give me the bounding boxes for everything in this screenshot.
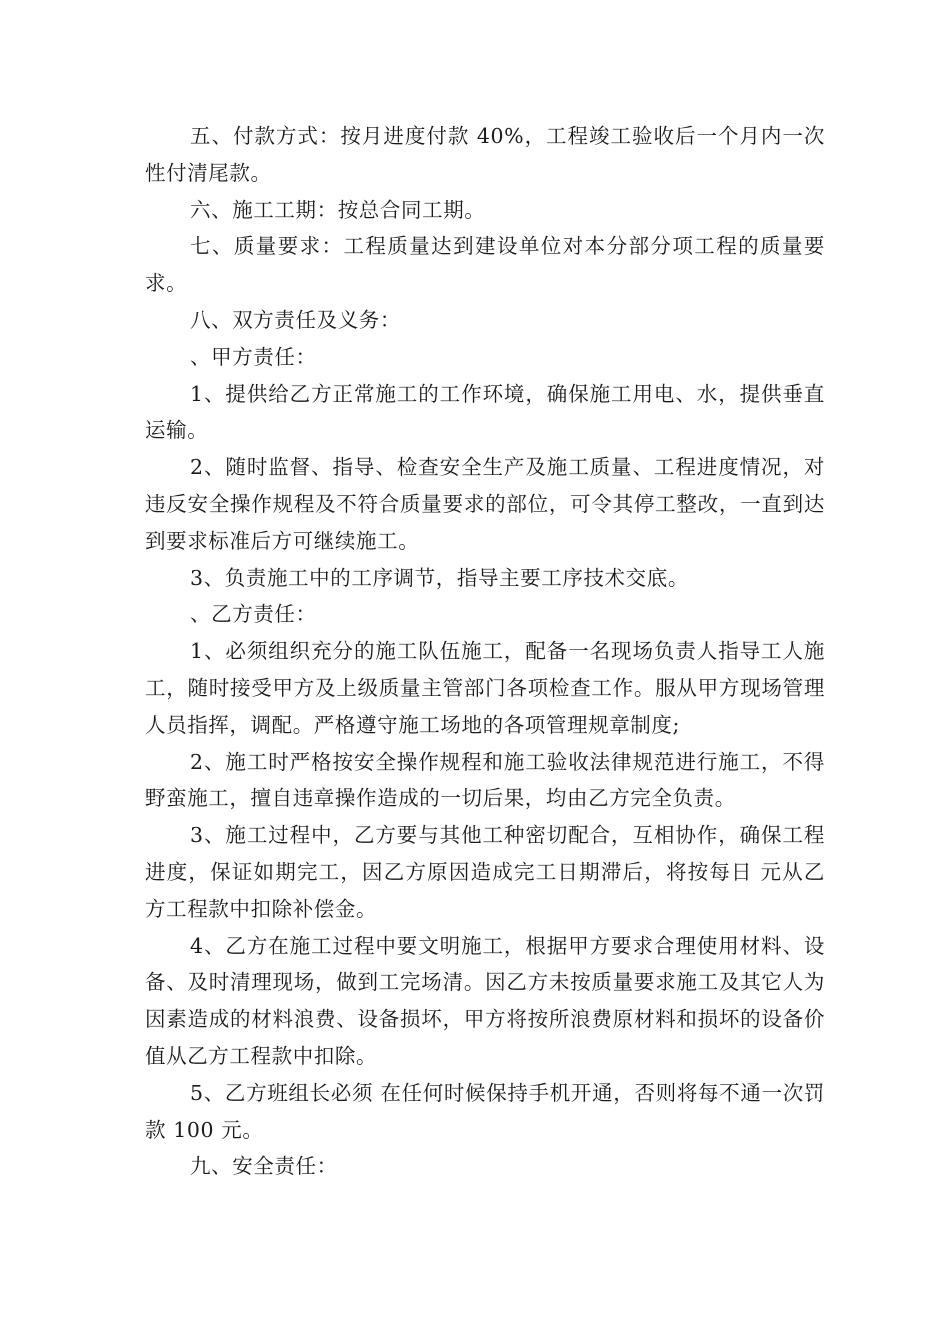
paragraph-construction-period: 六、施工工期：按总合同工期。	[190, 197, 486, 222]
paragraph-quality-requirement: 七、质量要求：工程质量达到建设单位对本分部分项工程的质量要求。	[145, 234, 825, 296]
paragraph-payment-method: 五、付款方式：按月进度付款 40%，工程竣工验收后一个月内一次性付清尾款。	[145, 124, 825, 185]
paragraph-party-b-item-3: 3、施工过程中，乙方要与其他工种密切配合，互相协作，确保工程进度，保证如期完工，因乙方原因造成完工日期滞后，将按每日 元从乙方工程款中扣除补偿金。	[145, 823, 825, 921]
paragraph-responsibilities-heading: 八、双方责任及义务：	[190, 307, 401, 332]
document-body	[145, 118, 825, 1185]
paragraph-party-b-item-4: 4、乙方在施工过程中要文明施工，根据甲方要求合理使用材料、设备、及时清理现场，做到工完场清。因乙方未按质量要求施工及其它人为因素造成的材料浪费、设备损坏，甲方将按所浪费原材料和损坏的设备价值从乙方工程款中扣除。	[145, 933, 825, 1068]
paragraph-party-a-item-1: 1、提供给乙方正常施工的工作环境，确保施工用电、水，提供垂直运输。	[145, 381, 825, 443]
paragraph-party-a-item-3: 3、负责施工中的工序调节，指导主要工序技术交底。	[190, 565, 689, 590]
paragraph-safety-heading: 九、安全责任：	[190, 1154, 338, 1179]
paragraph-party-b-item-5: 5、乙方班组长必须 在任何时候保持手机开通，否则将每不通一次罚款 100 元。	[145, 1080, 825, 1142]
paragraph-party-a-item-2: 2、随时监督、指导、检查安全生产及施工质量、工程进度情况，对违反安全操作规程及不符合质量要求的部位，可令其停工整改，一直到达到要求标准后方可继续施工。	[145, 455, 825, 553]
paragraph-party-b-item-2: 2、施工时严格按安全操作规程和施工验收法律规范进行施工，不得野蛮施工，擅自违章操作造成的一切后果，均由乙方完全负责。	[145, 749, 825, 811]
paragraph-party-b-item-1: 1、必须组织充分的施工队伍施工，配备一名现场负责人指导工人施工，随时接受甲方及上级质量主管部门各项检查工作。服从甲方现场管理人员指挥，调配。严格遵守施工场地的各项管理规章制度;	[145, 639, 825, 737]
paragraph-party-a-heading: 、甲方责任：	[190, 344, 317, 369]
paragraph-party-b-heading: 、乙方责任：	[190, 602, 317, 627]
